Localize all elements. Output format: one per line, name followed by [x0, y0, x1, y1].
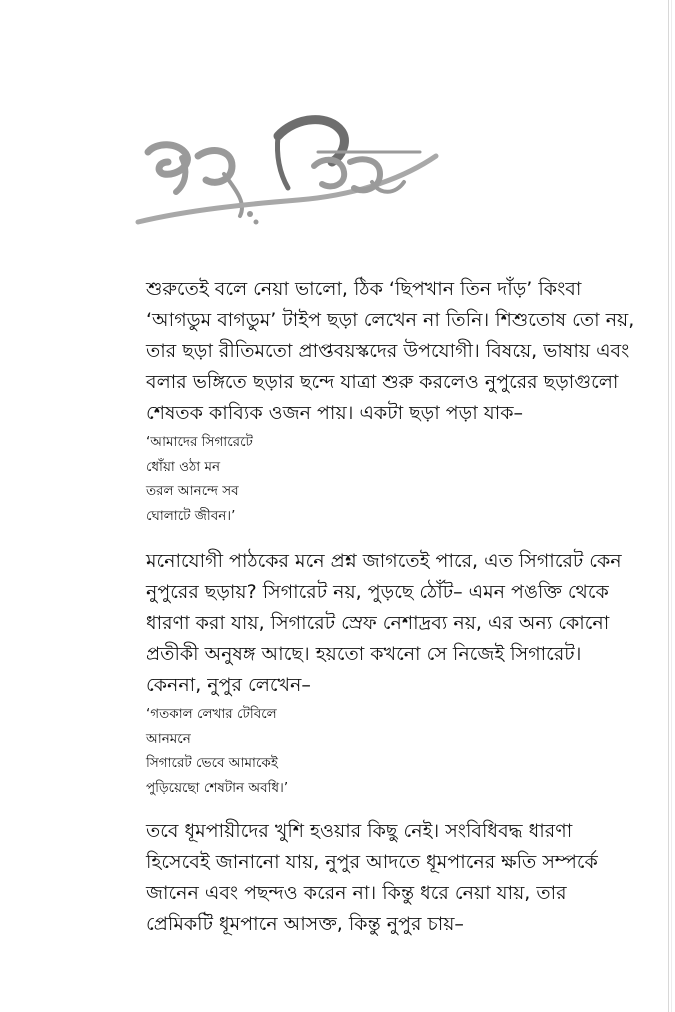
paragraph-cigarette: [146, 546, 622, 701]
text-line: প্রেমিকটি ধূমপানে আসক্ত, কিন্তু নুপুর চায়–: [146, 913, 464, 935]
text-line: শেষতক কাব্যিক ওজন পায়। একটা ছড়া পড়া যাক–: [146, 402, 523, 424]
text-line: ‘আগডুম বাগডুম’ টাইপ ছড়া লেখেন না তিনি। শিশুতোষ তো নয়,: [146, 309, 635, 331]
text-line: প্রতীকী অনুষঙ্গ আছে। হয়তো কখনো সে নিজেই সিগারেট।: [146, 643, 582, 665]
poem-quote-1: [146, 430, 446, 528]
text-line: শুরুতেই বলে নেয়া ভালো, ঠিক ‘ছিপখান তিন দাঁড়’ কিংবা: [146, 278, 582, 300]
calligraphy-logo: [128, 112, 448, 242]
poem-line: পুড়িয়েছো শেষটান অবধি।’: [146, 779, 289, 796]
poem-line: ঘোলাটে জীবন।’: [146, 507, 236, 524]
text-line: নুপুরের ছড়ায়? সিগারেট নয়, পুড়ছে ঠোঁট– এমন পঙক্তি থেকে: [146, 581, 609, 603]
page-edge-line-outer: [671, 0, 672, 1012]
text-line: ধারণা করা যায়, সিগারেট স্রেফ নেশাদ্রব্য নয়, এর অন্য কোনো: [146, 612, 610, 634]
text-line: মনোযোগী পাঠকের মনে প্রশ্ন জাগতেই পারে, এত সিগারেট কেন: [146, 550, 622, 572]
text-line: হিসেবেই জানানো যায়, নুপুর আদতে ধূমপানের ক্ষতি সম্পর্কে: [146, 851, 598, 873]
text-line: তার ছড়া রীতিমতো প্রাপ্তবয়স্কদের উপযোগী। বিষয়ে, ভাষায় এবং: [146, 340, 630, 362]
poem-line: তরল আনন্দে সব: [146, 483, 239, 499]
text-line: বলার ভঙ্গিতে ছড়ার ছন্দে যাত্রা শুরু করলেও নুপুরের ছড়াগুলো: [146, 371, 619, 393]
poem-line: ‘গতকাল লেখার টেবিলে: [146, 706, 277, 722]
paragraph-intro: [146, 274, 635, 429]
paragraph-smokers: [146, 816, 598, 940]
text-line: জানেন এবং পছন্দও করেন না। কিন্তু ধরে নেয়া যায়, তার: [146, 882, 567, 904]
poem-line: সিগারেট ভেবে আমাকেই: [146, 755, 278, 771]
poem-line: ‘আমাদের সিগারেটে: [146, 434, 253, 450]
page-edge-line: [668, 0, 669, 1012]
poem-line: ধোঁয়া ওঠা মন: [146, 458, 221, 475]
calligraphy-logo-art: [128, 112, 448, 242]
poem-quote-2: [146, 702, 446, 800]
text-line: কেননা, নুপুর লেখেন–: [146, 674, 311, 696]
poem-line: আনমনে: [146, 730, 191, 747]
text-line: তবে ধূমপায়ীদের খুশি হওয়ার কিছু নেই। সংবিধিবদ্ধ ধারণা: [146, 820, 573, 842]
